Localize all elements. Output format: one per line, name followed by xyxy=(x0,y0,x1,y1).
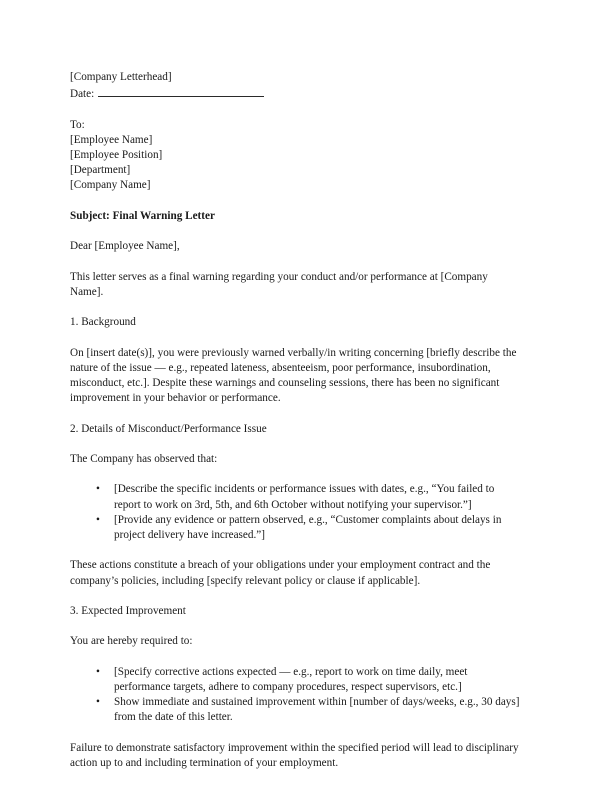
subject-line: Subject: Final Warning Letter xyxy=(70,209,215,222)
document-body xyxy=(70,70,522,771)
section-improvement-closing-paragraph: Failure to demonstrate satisfactory improvement within the specified period will lead to disciplinary action up to and including termination of your employment. xyxy=(70,741,519,769)
recipient-block xyxy=(70,118,522,194)
spacer xyxy=(70,543,522,558)
section-heading-expected-improvement: 3. Expected Improvement xyxy=(70,604,186,617)
spacer xyxy=(70,650,522,665)
section-details-closing-paragraph: These actions constitute a breach of your obligations under your employment contract and the company’s policies, including [specify relevant policy or clause if applicable]. xyxy=(70,559,491,587)
company-letterhead: [Company Letterhead] xyxy=(70,71,172,83)
spacer xyxy=(70,300,522,315)
spacer xyxy=(70,406,522,421)
salutation: Dear [Employee Name], xyxy=(70,240,180,253)
spacer xyxy=(70,467,522,482)
date-label: Date: xyxy=(70,88,95,101)
list-item: • Show immediate and sustained improvement within [number of days/weeks, e.g., 30 days] from the date of this letter. xyxy=(70,695,522,725)
section-background-paragraph: On [insert date(s)], you were previously warned verbally/in writing concerning [briefly describe the nature of the issue — e.g., repeated lateness, absenteeism, poor performance, insubordination, misconduct, etc.]. Despite these warnings and counseling sessions, there has been no significant improvement in your behavior or performance. xyxy=(70,346,517,405)
list-item: • [Describe the specific incidents or performance issues with dates, e.g., “You failed to report to work on 3rd, 5th, and 6th October without notifying your supervisor.”] xyxy=(70,482,522,512)
section-improvement-lead-in: You are hereby required to: xyxy=(70,635,193,648)
list-item: • [Provide any evidence or pattern observed, e.g., “Customer complaints about delays in project delivery have increased.”] xyxy=(70,513,522,543)
spacer xyxy=(70,194,522,209)
spacer xyxy=(70,619,522,634)
to-label: To: xyxy=(70,118,85,131)
intro-paragraph: This letter serves as a final warning regarding your conduct and/or performance at [Company Name]. xyxy=(70,270,488,298)
section-details-bullet-list xyxy=(70,482,522,543)
section-heading-background: 1. Background xyxy=(70,316,136,329)
recipient-department: [Department] xyxy=(70,164,131,177)
section-details-lead-in: The Company has observed that: xyxy=(70,452,218,465)
letterhead-block xyxy=(70,70,522,102)
spacer xyxy=(70,437,522,452)
list-item: • [Specify corrective actions expected — e.g., report to work on time daily, meet performance targets, adhere to company procedures, respect supervisors, etc.] xyxy=(70,665,522,695)
section-heading-details: 2. Details of Misconduct/Performance Issue xyxy=(70,422,267,435)
spacer xyxy=(70,726,522,741)
spacer xyxy=(70,589,522,604)
recipient-employee-name: [Employee Name] xyxy=(70,133,153,146)
spacer xyxy=(70,330,522,345)
spacer xyxy=(70,254,522,269)
spacer xyxy=(70,102,522,117)
recipient-company-name: [Company Name] xyxy=(70,179,151,192)
section-improvement-bullet-list xyxy=(70,665,522,726)
date-row xyxy=(70,85,522,102)
recipient-employee-position: [Employee Position] xyxy=(70,149,163,161)
spacer xyxy=(70,224,522,239)
date-blank-line[interactable] xyxy=(98,85,264,97)
